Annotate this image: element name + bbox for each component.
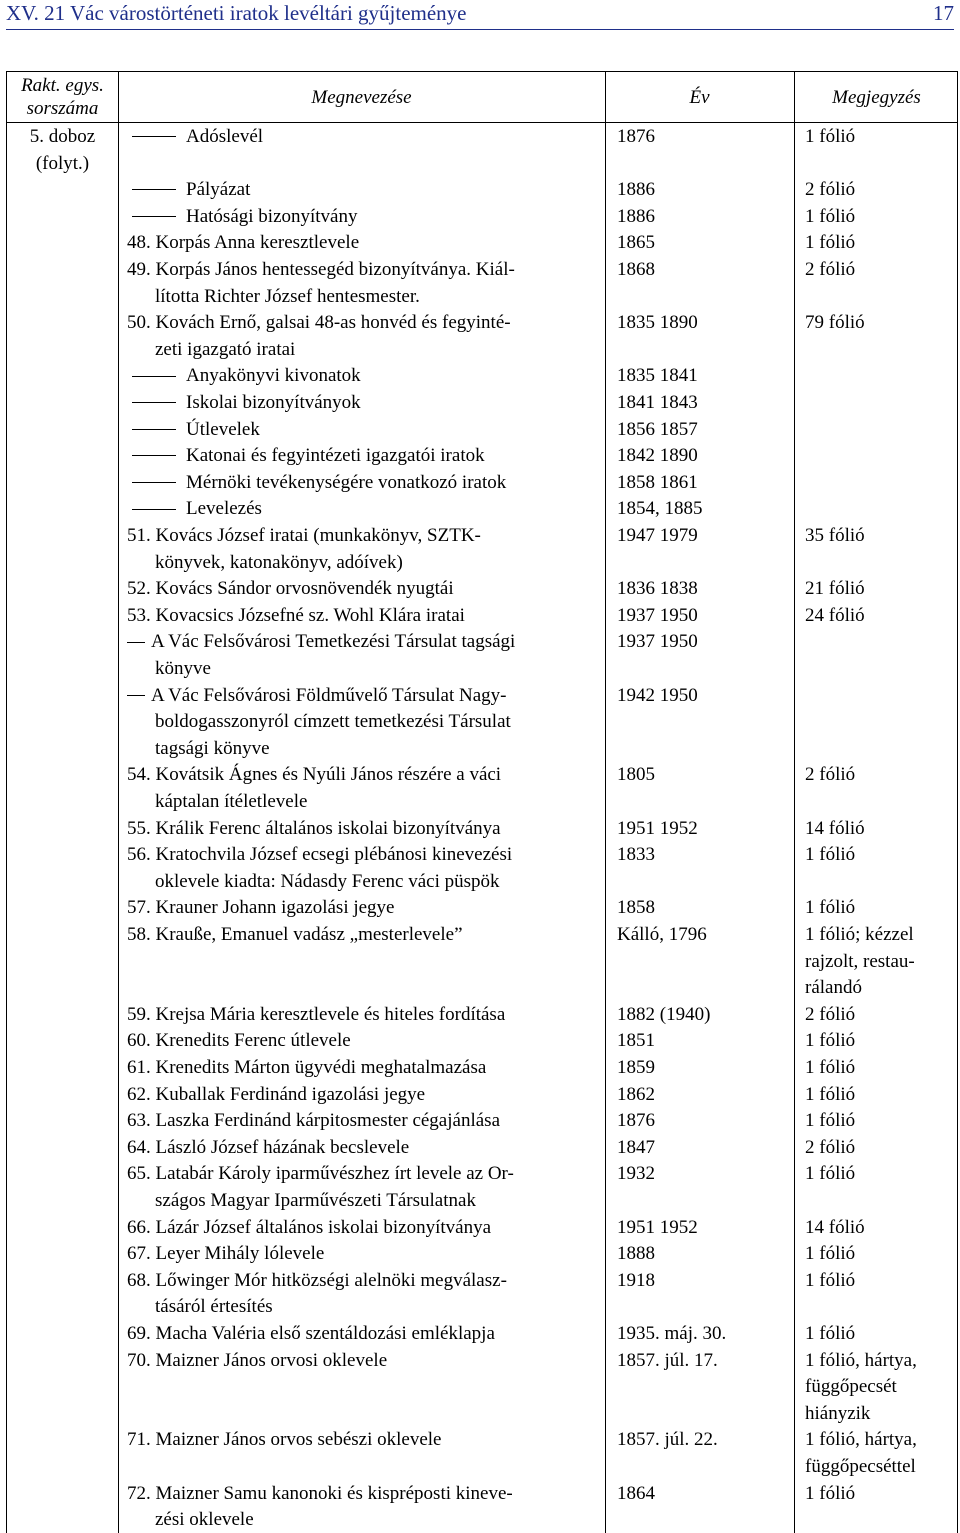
item-description: [127, 1161, 514, 1214]
item-note: [805, 363, 810, 390]
item-description: [127, 922, 463, 949]
page-number: 17: [933, 1, 954, 25]
item-year: 1833: [617, 844, 655, 866]
records-table: [6, 71, 958, 1533]
item-year: 1918: [617, 1269, 655, 1291]
item-note: [805, 842, 855, 869]
note-line: 1 fólió: [805, 1243, 856, 1265]
note-line: 1 fólió, hártya,: [805, 1349, 917, 1371]
description-line: 64. László József házának becslevele: [127, 1136, 410, 1158]
item-description: [127, 1082, 425, 1109]
item-description: [132, 204, 358, 231]
item-note: [805, 124, 855, 151]
item-description: [127, 842, 512, 895]
note-line: [805, 470, 810, 497]
note-line: 79 fólió: [805, 312, 865, 334]
item-description: [132, 363, 361, 390]
description-line: 72. Maizner Samu kanonoki és kispréposti kineve-: [127, 1482, 513, 1504]
description-line: 48. Korpás Anna keresztlevele: [127, 232, 360, 254]
description-line: 69. Macha Valéria első szentáldozási emléklapja: [127, 1323, 495, 1344]
note-line: rálandó: [805, 977, 862, 999]
item-description: [132, 390, 361, 417]
item-description: [127, 683, 511, 763]
header-divider: [7, 122, 957, 123]
item-description: [127, 1002, 505, 1029]
item-description: [127, 523, 481, 576]
description-line: 49. Korpás János hentessegéd bizonyítványa. Kiál-: [127, 259, 515, 280]
item-description: [127, 762, 501, 815]
item-note: [805, 1002, 855, 1029]
item-description: [132, 496, 262, 523]
note-line: 1 fólió, hártya,: [805, 1429, 917, 1451]
description-text: Hatósági bizonyítvány: [186, 205, 358, 227]
description-line: 71. Maizner János orvos sebészi oklevele: [127, 1429, 442, 1451]
item-description: [127, 1241, 324, 1268]
item-year: 1886: [617, 205, 655, 227]
item-year: 1876: [617, 1110, 655, 1132]
item-year: 1836 1838: [617, 578, 698, 600]
note-line: 21 fólió: [805, 578, 865, 600]
note-line: [805, 390, 810, 417]
item-year: 1932: [617, 1163, 655, 1185]
note-line: [805, 496, 810, 523]
item-year: 1935. máj. 30.: [617, 1323, 727, 1344]
note-line: függőpecsét: [805, 1376, 897, 1398]
description-line: boldogasszonyról címzett temetkezési Társulat: [155, 711, 511, 733]
item-note: [805, 310, 865, 337]
item-year: 1888: [617, 1243, 655, 1265]
item-year: 1858 1861: [617, 471, 698, 493]
note-line: rajzolt, restau-: [805, 950, 915, 972]
note-line: [805, 683, 810, 710]
item-note: [805, 603, 865, 630]
item-note: [805, 1321, 855, 1348]
item-note: [805, 683, 810, 710]
dash-marker: [132, 402, 176, 403]
item-description: [127, 1215, 491, 1242]
item-year: Kálló, 1796: [617, 924, 707, 945]
description-line: [127, 683, 511, 710]
description-line: 61. Krenedits Márton ügyvédi meghatalmazása: [127, 1057, 487, 1078]
item-note: [805, 230, 855, 257]
item-note: [805, 1135, 855, 1162]
description-line: [127, 1454, 441, 1481]
item-description: [127, 1135, 409, 1162]
note-line: 14 fólió: [805, 817, 865, 839]
item-year: 1856 1857: [617, 418, 698, 440]
item-note: [805, 1241, 855, 1268]
description-line: [127, 1374, 387, 1401]
description-text: Katonai és fegyintézeti igazgatói iratok: [186, 445, 485, 467]
description-line: könyve: [155, 657, 211, 679]
item-note: [805, 1215, 865, 1242]
description-line: 57. Krauner Johann igazolási jegye: [127, 897, 395, 919]
item-year: 1951 1952: [617, 1216, 698, 1238]
description-line: 66. Lázár József általános iskolai bizonyítványa: [127, 1216, 492, 1238]
item-note: [805, 470, 810, 497]
description-text: A Vác Felsővárosi Temetkezési Társulat tagsági: [151, 631, 516, 653]
item-year: 1835 1890: [617, 312, 698, 334]
note-line: 1 fólió: [805, 1323, 856, 1344]
description-line: lította Richter József hentesmester.: [155, 285, 420, 307]
col-header-note: Megjegyzés: [832, 87, 921, 108]
description-line: 60. Krenedits Ferenc útlevele: [127, 1030, 351, 1052]
item-year: 1857. júl. 17.: [617, 1349, 718, 1371]
note-line: 2 fólió: [805, 764, 856, 786]
dash-marker: [132, 216, 176, 217]
item-note: [805, 1427, 917, 1480]
description-line: [127, 629, 515, 656]
description-text: A Vác Felsővárosi Földművelő Társulat Nagy-: [151, 684, 507, 706]
col-header-unit-line: sorszáma: [26, 98, 99, 119]
description-line: 54. Kovátsik Ágnes és Nyúli János részére a váci: [127, 764, 502, 786]
item-description: [132, 417, 260, 444]
item-year: 1835 1841: [617, 365, 698, 387]
note-line: 1 fólió: [805, 1163, 856, 1185]
note-line: 1 fólió: [805, 897, 856, 919]
item-note: [805, 816, 865, 843]
item-description: [127, 1348, 387, 1428]
description-line: [127, 1401, 387, 1428]
item-year: 1805: [617, 764, 655, 786]
item-note: [805, 443, 810, 470]
note-line: [805, 417, 810, 444]
description-line: oklevele kiadta: Nádasdy Ferenc váci püspök: [155, 870, 500, 892]
item-description: [127, 816, 501, 843]
item-note: [805, 204, 855, 231]
note-line: 1 fólió: [805, 126, 856, 147]
dash-marker: [132, 376, 176, 377]
item-description: [127, 895, 395, 922]
note-line: 2 fólió: [805, 1136, 856, 1158]
description-line: [132, 124, 263, 151]
description-text: Útlevelek: [186, 418, 260, 440]
dash-marker: [132, 189, 176, 190]
note-line: 35 fólió: [805, 525, 865, 546]
item-note: [805, 1268, 855, 1295]
dash-marker: [132, 509, 176, 510]
col-divider: [794, 72, 795, 1533]
note-line: 24 fólió: [805, 604, 865, 626]
description-line: [132, 443, 485, 470]
description-line: [132, 204, 358, 231]
item-note: [805, 1028, 855, 1055]
description-text: Mérnöki tevékenységére vonatkozó iratok: [186, 471, 507, 493]
note-line: [805, 151, 810, 178]
item-description: [132, 177, 250, 204]
item-note: [805, 1348, 917, 1428]
col-divider: [605, 72, 606, 1533]
item-note: [805, 1055, 855, 1082]
item-description: [127, 310, 511, 363]
item-note: [805, 1161, 855, 1188]
note-line: [805, 363, 810, 390]
item-year: 1841 1843: [617, 392, 698, 413]
item-year: 1882 (1940): [617, 1003, 711, 1025]
description-line: [132, 390, 361, 417]
note-line: 1 fólió; kézzel: [805, 924, 914, 945]
item-year: 1876: [617, 126, 655, 147]
description-text: Levelezés: [186, 498, 262, 520]
description-line: 58. Krauße, Emanuel vadász „mesterlevele”: [127, 924, 463, 945]
item-year: 1942 1950: [617, 684, 698, 706]
description-text: Pályázat: [186, 179, 251, 201]
note-line: [805, 629, 810, 656]
description-line: [132, 363, 361, 390]
description-line: 51. Kovács József iratai (munkakönyv, SZTK-: [127, 525, 481, 546]
item-description: [127, 151, 132, 178]
description-line: 67. Leyer Mihály lólevele: [127, 1243, 325, 1265]
item-description: [127, 1028, 351, 1055]
item-note: [805, 177, 855, 204]
item-note: [805, 1082, 855, 1109]
item-note: [805, 922, 915, 1002]
note-line: függőpecséttel: [805, 1455, 916, 1477]
item-note: [805, 762, 855, 789]
dash-marker: [127, 695, 145, 696]
description-text: Anyakönyvi kivonatok: [186, 365, 361, 387]
dash-marker: [132, 429, 176, 430]
item-year: 1937 1950: [617, 604, 698, 626]
item-note: [805, 417, 810, 444]
item-year: 1858: [617, 897, 655, 919]
item-description: [127, 257, 515, 310]
item-year: 1937 1950: [617, 631, 698, 653]
item-year: 1842 1890: [617, 445, 698, 467]
description-line: tagsági könyve: [155, 737, 270, 759]
item-description: [132, 124, 263, 151]
item-description: [127, 1321, 495, 1348]
note-line: 1 fólió: [805, 232, 856, 254]
item-description: [127, 576, 454, 603]
description-line: könyvek, katonakönyv, adóívek): [155, 551, 403, 573]
description-line: 50. Kovách Ernő, galsai 48-as honvéd és fegyinté-: [127, 312, 511, 334]
item-year: 1859: [617, 1057, 655, 1078]
item-year: 1865: [617, 232, 655, 254]
dash-marker: [132, 455, 176, 456]
item-note: [805, 151, 810, 178]
dash-marker: [132, 482, 176, 483]
description-line: káptalan ítéletlevele: [155, 790, 308, 812]
note-line: hiányzik: [805, 1402, 871, 1424]
note-line: 1 fólió: [805, 1482, 856, 1504]
col-header-year: Év: [689, 87, 710, 108]
description-line: 70. Maizner János orvosi oklevele: [127, 1349, 388, 1371]
description-line: 63. Laszka Ferdinánd kárpitosmester cégajánlása: [127, 1110, 500, 1132]
item-description: [127, 629, 515, 682]
item-year: 1947 1979: [617, 525, 698, 546]
item-note: [805, 1108, 855, 1135]
description-line: szágos Magyar Iparművészeti Társulatnak: [155, 1189, 476, 1211]
item-description: [132, 470, 506, 497]
item-description: [127, 230, 359, 257]
item-description: [127, 1481, 513, 1533]
description-line: [132, 417, 260, 444]
description-line: zési oklevele: [155, 1509, 254, 1531]
description-line: 65. Latabár Károly iparművészhez írt levele az Or-: [127, 1163, 514, 1185]
item-note: [805, 895, 855, 922]
description-line: [127, 151, 132, 178]
unit-line: 5. doboz: [29, 126, 96, 147]
item-year: 1868: [617, 259, 655, 280]
description-line: 59. Krejsa Mária keresztlevele és hiteles fordítása: [127, 1003, 506, 1025]
description-line: 53. Kovacsics Józsefné sz. Wohl Klára iratai: [127, 604, 465, 626]
item-note: [805, 496, 810, 523]
item-year: 1951 1952: [617, 817, 698, 839]
description-line: 55. Králik Ferenc általános iskolai bizonyítványa: [127, 817, 501, 839]
col-header-unit-line: Rakt. egys.: [21, 75, 104, 96]
description-line: [132, 496, 262, 523]
item-note: [805, 257, 855, 284]
description-line: 62. Kuballak Ferdinánd igazolási jegye: [127, 1083, 426, 1105]
note-line: 1 fólió: [805, 1110, 856, 1132]
header-title: XV. 21 Vác várostörténeti iratok levéltári gyűjteménye: [6, 1, 467, 25]
unit-cell: [7, 124, 118, 177]
note-line: 2 fólió: [805, 179, 856, 201]
item-note: [805, 629, 810, 656]
description-line: tásáról értesítés: [155, 1296, 273, 1318]
description-line: zeti igazgató iratai: [155, 338, 296, 360]
col-divider: [118, 72, 119, 1533]
item-year: 1862: [617, 1083, 655, 1105]
item-description: [127, 1108, 500, 1135]
item-description: [127, 1427, 441, 1480]
page-header: [6, 0, 954, 30]
item-note: [805, 1481, 855, 1508]
item-note: [805, 576, 865, 603]
item-year: 1857. júl. 22.: [617, 1429, 718, 1451]
item-year: 1851: [617, 1030, 655, 1052]
note-line: 1 fólió: [805, 844, 856, 866]
description-text: Iskolai bizonyítványok: [186, 392, 361, 413]
note-line: 2 fólió: [805, 259, 856, 280]
item-year: 1864: [617, 1482, 655, 1504]
dash-marker: [132, 136, 176, 137]
dash-marker: [127, 642, 145, 643]
item-note: [805, 390, 810, 417]
note-line: 1 fólió: [805, 1030, 856, 1052]
item-description: [127, 603, 465, 630]
note-line: 14 fólió: [805, 1216, 865, 1238]
item-year: 1847: [617, 1136, 655, 1158]
note-line: [805, 443, 810, 470]
note-line: 2 fólió: [805, 1003, 856, 1025]
description-text: Adóslevél: [186, 126, 264, 147]
note-line: 1 fólió: [805, 1083, 856, 1105]
description-line: 68. Lőwinger Mór hitközségi alelnöki megválasz-: [127, 1269, 507, 1291]
description-line: [132, 177, 250, 204]
unit-line: (folyt.): [35, 152, 90, 174]
note-line: 1 fólió: [805, 1269, 856, 1291]
item-description: [132, 443, 485, 470]
col-header-name: Megnevezése: [311, 87, 412, 108]
description-line: 56. Kratochvila József ecsegi plébánosi kinevezési: [127, 844, 513, 866]
item-year: 1886: [617, 179, 655, 201]
item-note: [805, 523, 865, 550]
item-year: 1854, 1885: [617, 498, 703, 520]
item-description: [127, 1055, 486, 1082]
description-line: 52. Kovács Sándor orvosnövendék nyugtái: [127, 578, 454, 600]
note-line: 1 fólió: [805, 1057, 856, 1078]
note-line: 1 fólió: [805, 205, 856, 227]
item-description: [127, 1268, 507, 1321]
col-header-unit: [7, 74, 118, 120]
description-line: [132, 470, 506, 497]
